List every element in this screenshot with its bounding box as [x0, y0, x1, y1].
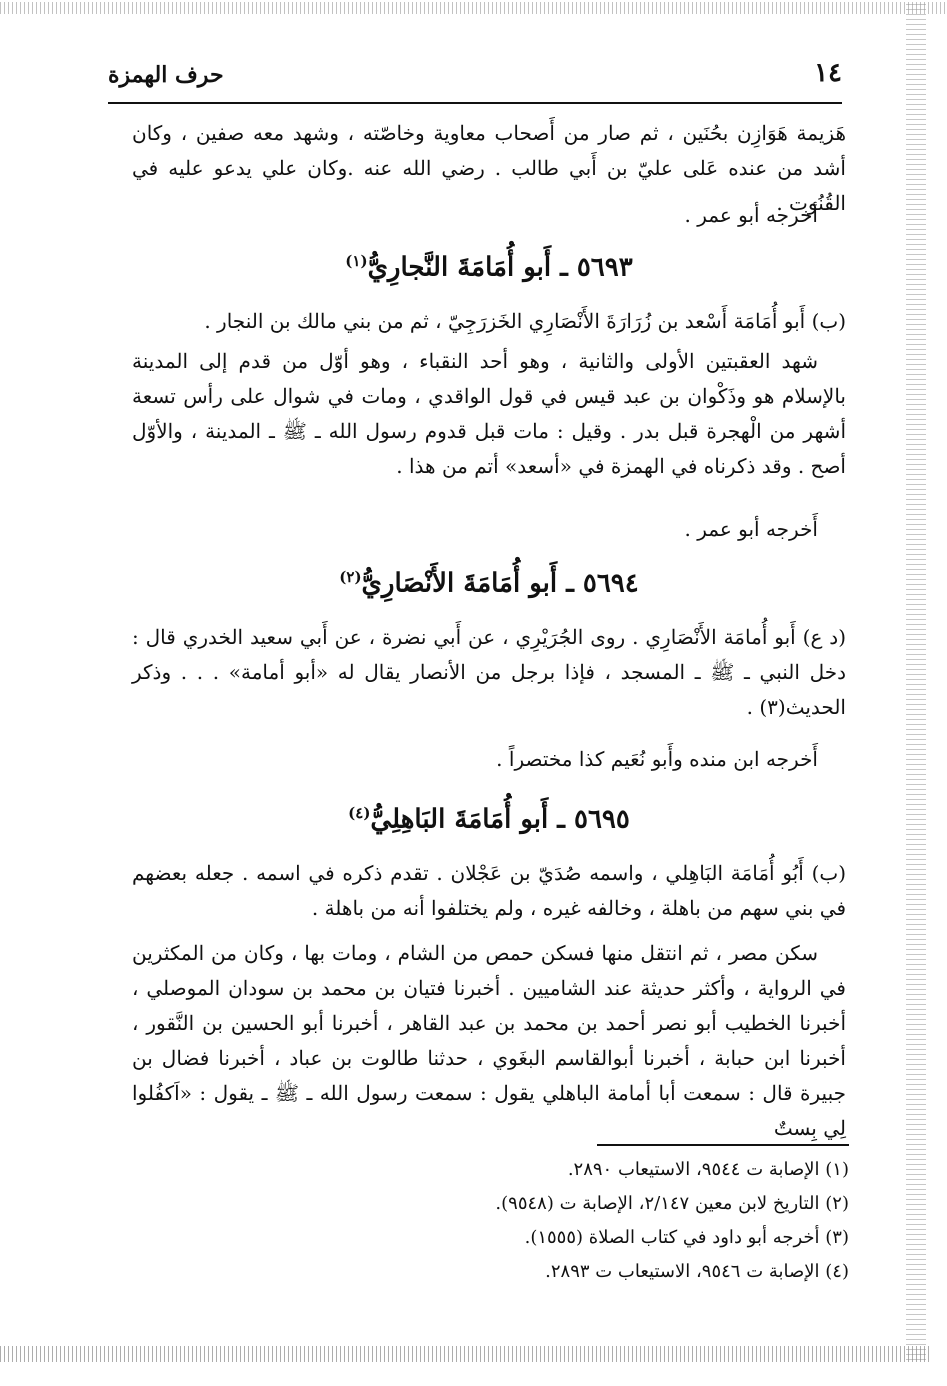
header-divider	[108, 102, 842, 104]
footnote-ref: (١)	[345, 252, 368, 270]
entry-5693-source: أَخرجه أبو عمر .	[684, 517, 818, 541]
entry-5694-source: أَخرجه ابن منده وأَبو نُعَيم كذا مختصراً .	[496, 747, 818, 771]
entry-5695-body: سكن مصر ، ثم انتقل منها فسكن حمص من الشام ، ومات بها ، وكان من المكثرين في الرواية ، وأكثر حديثة عند الشاميين . أخبرنا فتيان بن محمد بن سودان الموصلي ، أخبرنا الخطيب أبو نصر أحمد بن محمد بن عبد القاهر ، أخبرنا أبو الحسين بن النَّقور ، أخبرنا ابن حبابة ، أخبرنا أبوالقاسم البغَوي ، حدثنا طالوت بن عباد ، أخبرنا فضال بن جبيرة قال : سمعت أبا أمامة الباهلي يقول : سمعت رسول الله ـ ﷺ ـ يقول : «اَكفُلوا لِي بِستٌ	[132, 941, 846, 1140]
entry-title-text: ٥٦٩٤ ـ أَبو أُمَامَةَ الأَنْصَارِيُّ	[361, 568, 639, 599]
intro-paragraph: هَزيمة هَوَازِن بحُنَين ، ثم صار من أَصحاب معاوية وخاصّته ، وشهد معه صفين ، وكان أشد من عنده عَلى عليّ بن أَبي طالب . رضي الله عنه .وكان علي يدعو عليه في القُنُوت .	[132, 121, 846, 215]
footnote-3: (٣) أخرجه أبو داود في كتاب الصلاة (١٥٥٥).	[524, 1227, 849, 1248]
footnote-ref: (٢)	[339, 568, 362, 586]
entry-title-5694	[132, 568, 846, 599]
page-number: ١٤	[814, 58, 842, 88]
page-header	[108, 58, 842, 98]
entry-title-5695	[132, 804, 846, 835]
footnote-divider	[597, 1144, 849, 1146]
entry-5694-body: (د ع) أَبو أُمامَة الأَنْصَارِي . روى الجُرَيْرِي ، عن أَبي نضرة ، عن أَبي سعيد الخدري قال : دخل النبي ـ ﷺ ـ المسجد ، فإذا برجل من الأنصار يقال له «أبو أمامة» . . . وذكر الحديث(٣) .	[132, 625, 846, 719]
running-title: حرف الهمزة	[108, 62, 224, 88]
entry-5693-body: شهد العقبتين الأولى والثانية ، وهو أحد النقباء ، وهو أوّل من قدم إلى المدينة بالإسلام هو وذَكْوان بن عبد قيس في قول الواقدي ، ومات في شوال على رأس تسعة أشهر من الْهجرة قبل بدر . وقيل : مات قبل قدوم رسول الله ـ ﷺ ـ المدينة ، والأوّل أصح . وقد ذكرناه في الهمزة في «أسعد» أتم من هذا .	[132, 349, 846, 478]
entry-5693-lead: (ب) أَبو أُمَامَة أَسْعد بن زُرَارَةَ الأَنْصَارِي الخَزرَجِيّ ، ثم من بني مالك بن النجار .	[204, 309, 846, 333]
footnote-2: (٢) التاريخ لابن معين ٢/١٤٧، الإصابة ت (٩٥٤٨).	[495, 1193, 849, 1214]
entry-title-text: ٥٦٩٣ ـ أَبو أُمَامَةَ النَّجارِيُّ	[367, 252, 633, 283]
entry-5695-lead: (ب) أَبُو أُمَامَة البَاهِلي ، واسمه صُدَيّ بن عَجْلان . تقدم ذكره في اسمه . جعله بعضهم في بني سهم من باهلة ، وخالفه غيره ، ولم يختلفوا أنه من باهلة .	[132, 861, 846, 920]
footnote-1: (١) الإصابة ت ٩٥٤٤، الاستيعاب ٢٨٩٠.	[567, 1159, 849, 1180]
footnote-4: (٤) الإصابة ت ٩٥٤٦، الاستيعاب ت ٢٨٩٣.	[545, 1261, 849, 1282]
entry-title-text: ٥٦٩٥ ـ أَبو أُمَامَةَ البَاهِلِيُّ	[370, 804, 630, 835]
entry-title-5693	[132, 252, 846, 283]
intro-source: أخرجه أبو عمر .	[684, 203, 818, 227]
footnote-ref: (٤)	[348, 804, 371, 822]
